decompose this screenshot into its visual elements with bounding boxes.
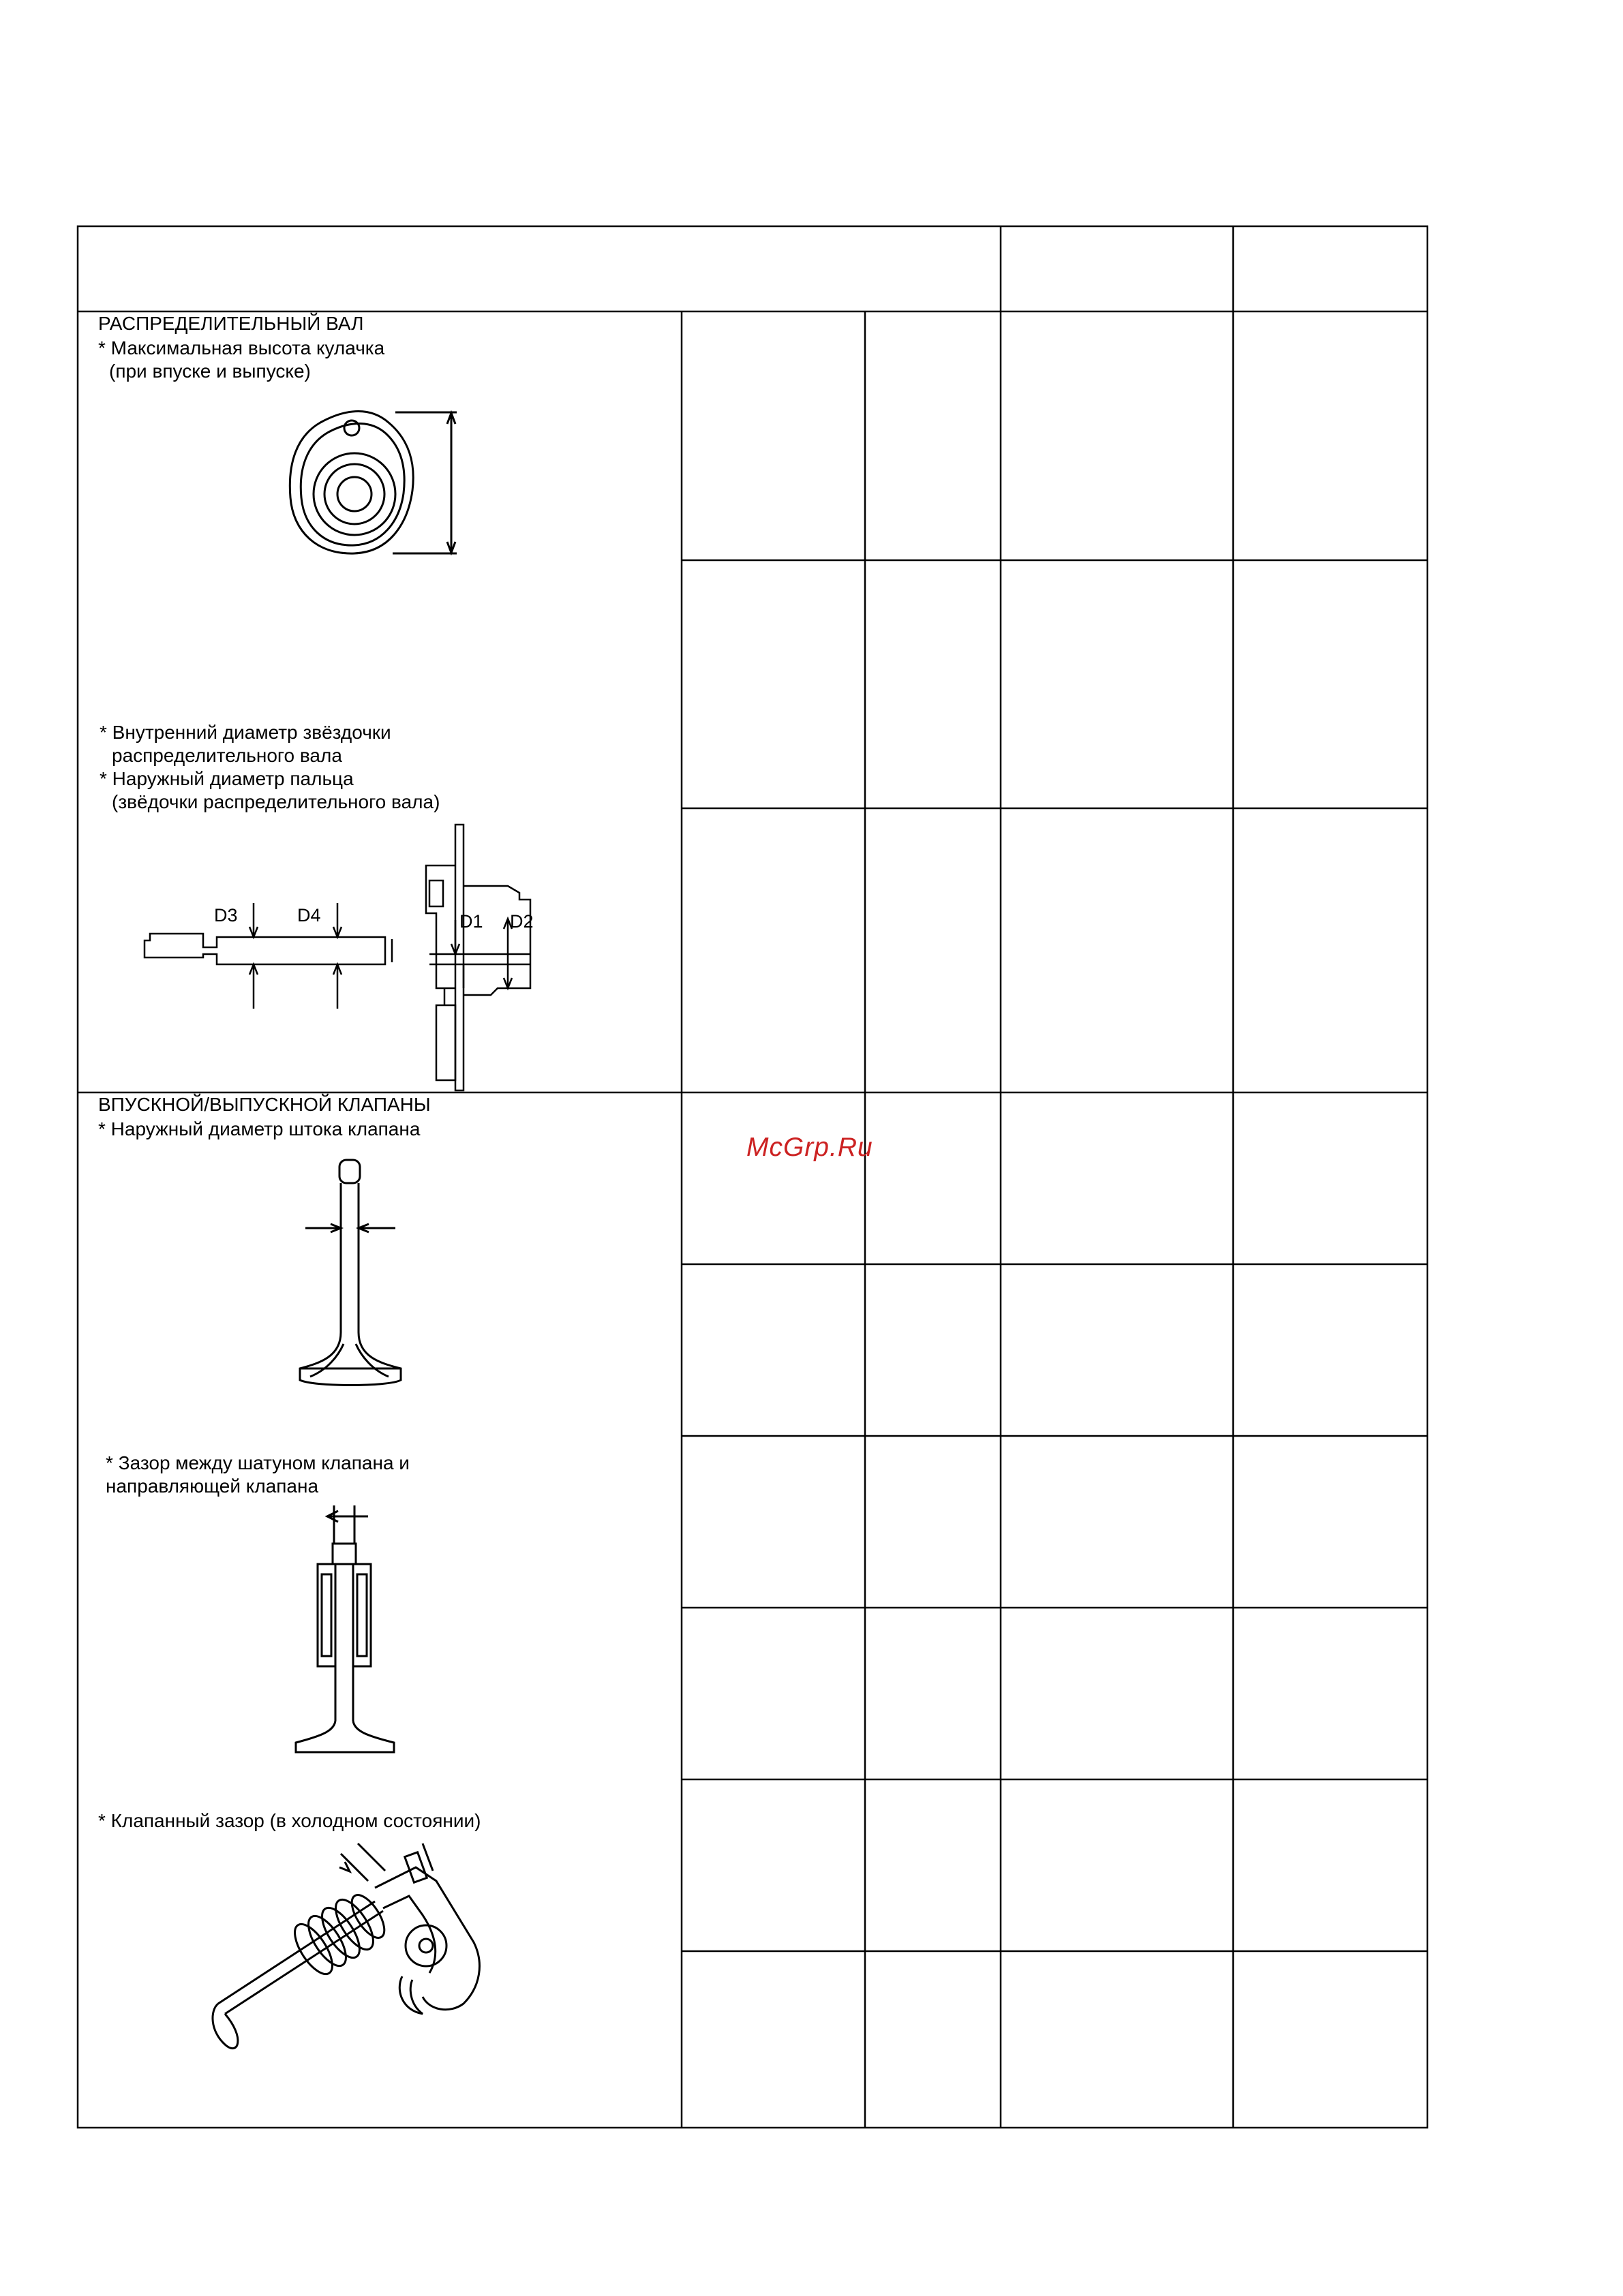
watermark: McGrp.Ru [746,1133,873,1162]
valve-guide-clearance-label-cont: направляющей клапана [106,1475,319,1497]
pin-od-note: (звёдочки распределительного вала) [112,791,440,812]
valve-clearance-label: * Клапанный зазор (в холодном состоянии) [98,1810,481,1831]
d2-label: D2 [510,911,534,932]
d3-label: D3 [214,905,238,925]
sprocket-pin-drawing [136,818,559,1097]
valve-guide-clearance-label: * Зазор между шатуном клапана и [106,1452,410,1473]
sprocket-id-label-cont: распределительного вала [112,745,342,766]
sprocket-id-label: * Внутренний диаметр звёздочки [100,722,391,743]
rocker-arm-drawing [204,1840,504,2072]
valve-drawing [273,1152,429,1424]
valves-section-title: ВПУСКНОЙ/ВЫПУСКНОЙ КЛАПАНЫ [98,1094,431,1115]
pin-od-label: * Наружный диаметр пальца [100,768,354,789]
cam-lobe-height-note: (при впуске и выпуске) [109,361,311,382]
d4-label: D4 [297,905,321,925]
camshaft-section-title: РАСПРЕДЕЛИТЕЛЬНЫЙ ВАЛ [98,313,364,334]
valve-stem-od-label: * Наружный диаметр штока клапана [98,1118,421,1139]
cam-lobe-drawing [252,402,470,566]
d1-label: D1 [459,911,483,932]
valve-guide-drawing [286,1496,416,1769]
cam-lobe-height-label: * Максимальная высота кулачка [98,337,385,358]
